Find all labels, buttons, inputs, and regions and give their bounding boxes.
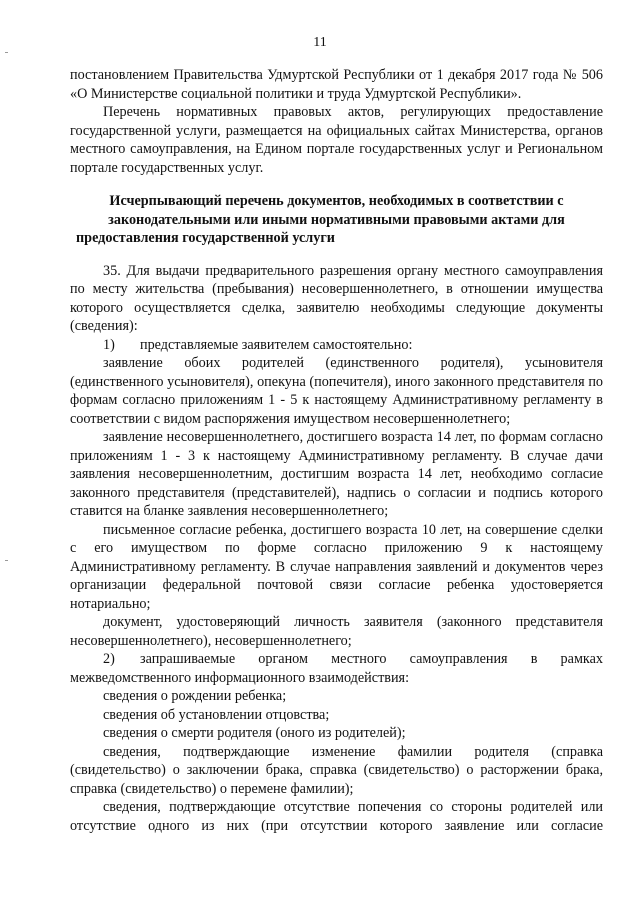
paragraph: сведения, подтверждающие отсутствие попечения со стороны родителей или отсутствие одного из них (при отсутствии которого заявление или согласие	[70, 799, 603, 834]
paragraph: постановлением Правительства Удмуртской Республики от 1 декабря 2017 года № 506 «О Министерстве социальной политики и труда Удмуртской Республики».	[70, 67, 603, 102]
document-body	[70, 66, 603, 835]
paragraph: сведения об установлении отцовства;	[103, 706, 330, 723]
paragraph: заявление обоих родителей (единственного родителя), усыновителя (единственного усыновителя), опекуна (попечителя), иного законного представителя по формам согласно приложениям 1 - 5 к настоящему Административному регламенту в соответствии с видом распоряжения имуществом несовершеннолетнего;	[70, 355, 603, 427]
list-text: представляемые заявителем самостоятельно:	[140, 336, 413, 353]
list-item	[70, 336, 603, 355]
paragraph: сведения о смерти родителя (оного из родителей);	[103, 725, 406, 741]
list-item	[70, 650, 603, 687]
list-text: запрашиваемые органом местного самоуправления в рамках межведомственного информационного взаимодействия:	[70, 651, 603, 686]
list-number: 2)	[103, 651, 115, 667]
section-heading: Исчерпывающий перечень документов, необходимых в соответствии с законодательными или иными нормативными правовыми актами для предоставления государственной услуги	[76, 193, 565, 246]
margin-mark	[5, 560, 8, 561]
paragraph: заявление несовершеннолетнего, достигшего возраста 14 лет, по формам согласно приложениям 1 - 3 к настоящему Административному регламенту. В случае дачи заявления несовершеннолетним, достигшим возраста 14 лет, необходимо согласие законного представителя (представителей), надпись о согласии и подпись которого ставится на бланке заявления несовершеннолетнего;	[70, 429, 603, 519]
list-number: 1)	[103, 336, 115, 353]
paragraph: сведения, подтверждающие изменение фамилии родителя (справка (свидетельство) о заключении брака, справка (свидетельство) о расторжении брака, справка (свидетельство) о перемене фамилии);	[70, 743, 603, 797]
paragraph: сведения о рождении ребенка;	[103, 688, 287, 704]
page-number: 11	[313, 35, 327, 50]
paragraph: документ, удостоверяющий личность заявителя (законного представителя несовершеннолетнего), несовершеннолетнего;	[70, 614, 603, 649]
margin-mark	[5, 52, 8, 53]
paragraph: 35. Для выдачи предварительного разрешения органу местного самоуправления по месту жительства (пребывания) несовершеннолетнего, в отношении имущества которого осуществляется сделка, заявителю необходимы следующие документы (сведения):	[70, 262, 603, 334]
paragraph: письменное согласие ребенка, достигшего возраста 10 лет, на совершение сделки с его имуществом по форме согласно приложению 9 к настоящему Административному регламенту. В случае направления заявлений и документов через организации федеральной почтовой связи согласие ребенка удостоверяется нотариально;	[70, 521, 603, 612]
paragraph: Перечень нормативных правовых актов, регулирующих предоставление государственной услуги, размещается на официальных сайтах Министерства, органов местного самоуправления, на Едином портале государственных услуг и Региональном портале государственных услуг.	[70, 104, 603, 176]
